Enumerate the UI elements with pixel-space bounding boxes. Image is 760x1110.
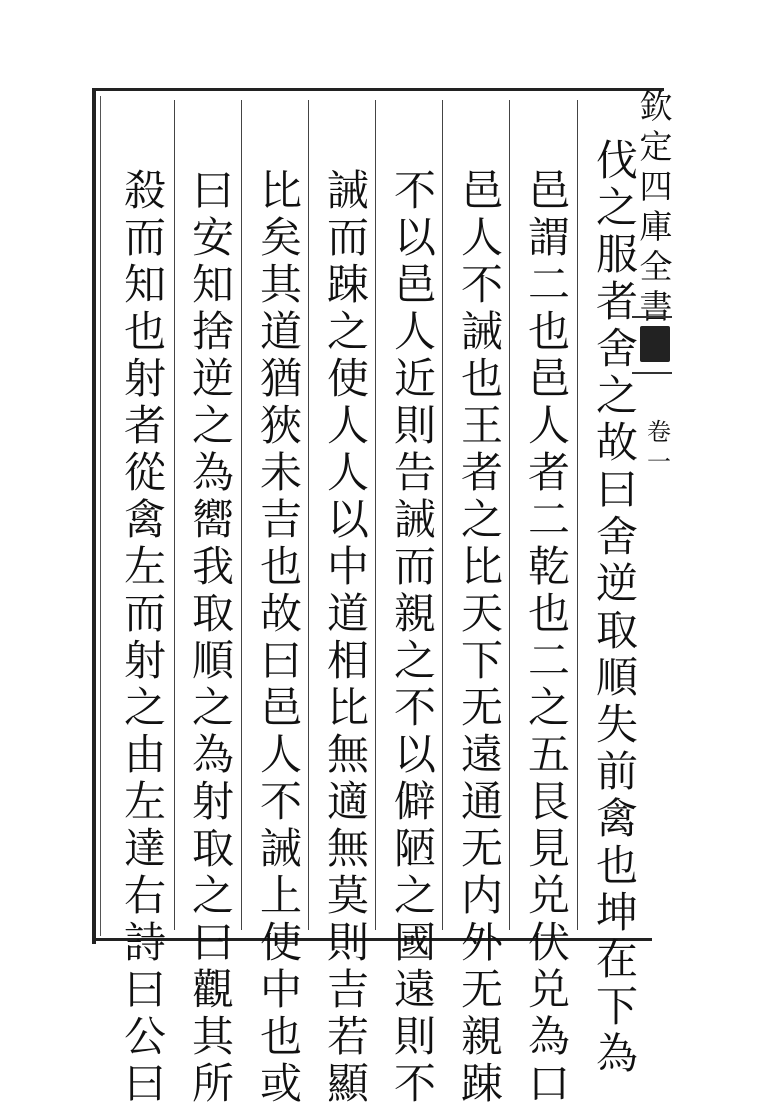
glyph: 五 [527, 730, 570, 779]
glyph: 曰 [595, 465, 638, 514]
glyph: 由 [123, 730, 166, 779]
glyph: 不 [393, 683, 436, 732]
glyph: 不 [393, 1059, 436, 1108]
glyph: 則 [326, 918, 369, 967]
column-divider [308, 100, 309, 930]
glyph: 安 [191, 213, 234, 262]
glyph: 比 [460, 542, 503, 591]
text-column [317, 166, 379, 1110]
glyph: 則 [393, 1012, 436, 1061]
glyph: 而 [393, 542, 436, 591]
glyph: 曰 [123, 965, 166, 1014]
glyph: 使 [326, 354, 369, 403]
glyph: 邑 [460, 166, 503, 215]
glyph: 射 [123, 636, 166, 685]
glyph: 誡 [259, 824, 302, 873]
glyph: 卷 [647, 418, 671, 446]
glyph: 殺 [123, 166, 166, 215]
glyph: 艮 [527, 777, 570, 826]
glyph: 外 [460, 918, 503, 967]
glyph: 无 [460, 683, 503, 732]
glyph: 莫 [326, 871, 369, 920]
glyph: 上 [259, 871, 302, 920]
text-column [384, 166, 446, 1110]
glyph: 為 [595, 1029, 638, 1078]
glyph: 其 [191, 1012, 234, 1061]
glyph: 未 [259, 448, 302, 497]
glyph: 矣 [259, 213, 302, 262]
glyph: 之 [460, 495, 503, 544]
glyph: 詩 [123, 918, 166, 967]
glyph: 曰 [123, 1059, 166, 1108]
glyph: 取 [191, 824, 234, 873]
glyph: 前 [595, 747, 638, 796]
glyph: 人 [393, 307, 436, 356]
glyph: 使 [259, 918, 302, 967]
glyph: 左 [123, 777, 166, 826]
glyph: 親 [393, 589, 436, 638]
glyph: 比 [259, 166, 302, 215]
glyph: 兑 [527, 965, 570, 1014]
glyph: 禽 [595, 794, 638, 843]
glyph: 曰 [191, 166, 234, 215]
glyph: 二 [527, 636, 570, 685]
glyph: 國 [393, 918, 436, 967]
glyph: 逆 [191, 354, 234, 403]
volume-label [644, 420, 674, 480]
glyph: 之 [393, 636, 436, 685]
glyph: 踈 [326, 260, 369, 309]
glyph: 之 [191, 683, 234, 732]
glyph: 而 [123, 589, 166, 638]
glyph: 中 [259, 965, 302, 1014]
glyph: 邑 [527, 166, 570, 215]
glyph: 以 [393, 213, 436, 262]
glyph: 觀 [191, 965, 234, 1014]
frame-top-border [92, 88, 664, 91]
text-column [586, 136, 648, 1080]
glyph: 左 [123, 542, 166, 591]
column-divider [241, 100, 242, 930]
glyph: 之 [595, 183, 638, 232]
glyph: 知 [123, 260, 166, 309]
glyph: 天 [460, 589, 503, 638]
glyph: 所 [191, 1059, 234, 1108]
glyph: 知 [191, 260, 234, 309]
glyph: 吉 [259, 495, 302, 544]
glyph: 適 [326, 777, 369, 826]
glyph: 顯 [326, 1059, 369, 1108]
glyph: 之 [595, 371, 638, 420]
glyph: 曰 [191, 918, 234, 967]
glyph: 公 [123, 1012, 166, 1061]
column-divider [375, 100, 376, 930]
glyph: 猶 [259, 354, 302, 403]
glyph: 為 [191, 730, 234, 779]
glyph: 故 [259, 589, 302, 638]
glyph: 坤 [595, 888, 638, 937]
glyph: 四 [639, 167, 673, 206]
glyph: 也 [595, 841, 638, 890]
glyph: 以 [393, 730, 436, 779]
glyph: 謂 [527, 213, 570, 262]
glyph: 伐 [595, 136, 638, 185]
column-divider [509, 100, 510, 930]
glyph: 告 [393, 448, 436, 497]
glyph: 庫 [639, 207, 673, 246]
glyph: 也 [527, 589, 570, 638]
glyph: 其 [259, 260, 302, 309]
column-divider [442, 100, 443, 930]
glyph: 為 [527, 1012, 570, 1061]
glyph: 為 [191, 448, 234, 497]
glyph: 乾 [527, 542, 570, 591]
glyph: 見 [527, 824, 570, 873]
glyph: 之 [123, 683, 166, 732]
frame-left-border [92, 88, 96, 944]
column-divider [174, 100, 175, 930]
glyph: 順 [595, 653, 638, 702]
glyph: 誡 [326, 166, 369, 215]
glyph: 無 [326, 824, 369, 873]
glyph: 書 [639, 287, 673, 326]
glyph: 曰 [259, 636, 302, 685]
glyph: 口 [527, 1059, 570, 1108]
glyph: 取 [191, 589, 234, 638]
text-column [518, 166, 580, 1110]
glyph: 人 [460, 213, 503, 262]
glyph: 也 [460, 354, 503, 403]
text-column [250, 166, 312, 1110]
glyph: 狹 [259, 401, 302, 450]
glyph: 僻 [393, 777, 436, 826]
glyph: 也 [259, 542, 302, 591]
glyph: 之 [527, 683, 570, 732]
glyph: 達 [123, 824, 166, 873]
glyph: 則 [393, 401, 436, 450]
glyph: 捨 [191, 307, 234, 356]
glyph: 射 [123, 354, 166, 403]
glyph: 舍 [595, 512, 638, 561]
glyph: 近 [393, 354, 436, 403]
glyph: 无 [460, 824, 503, 873]
glyph: 一 [647, 448, 671, 476]
glyph: 不 [259, 777, 302, 826]
glyph: 陋 [393, 824, 436, 873]
text-column [114, 166, 176, 1110]
glyph: 或 [259, 1059, 302, 1108]
glyph: 之 [393, 871, 436, 920]
glyph: 通 [460, 777, 503, 826]
glyph: 故 [595, 418, 638, 467]
glyph: 定 [639, 127, 673, 166]
glyph: 若 [326, 1012, 369, 1061]
glyph: 射 [191, 777, 234, 826]
glyph: 之 [326, 307, 369, 356]
glyph: 遠 [393, 965, 436, 1014]
glyph: 比 [326, 683, 369, 732]
glyph: 欽 [639, 87, 673, 126]
glyph: 相 [326, 636, 369, 685]
glyph: 禽 [123, 495, 166, 544]
glyph: 我 [191, 542, 234, 591]
text-column [182, 166, 244, 1110]
glyph: 者 [595, 277, 638, 326]
glyph: 嚮 [191, 495, 234, 544]
glyph: 也 [259, 1012, 302, 1061]
glyph: 在 [595, 935, 638, 984]
glyph: 人 [259, 730, 302, 779]
glyph: 服 [595, 230, 638, 279]
glyph: 全 [639, 247, 673, 286]
glyph: 邑 [393, 260, 436, 309]
glyph: 遠 [460, 730, 503, 779]
glyph: 親 [460, 1012, 503, 1061]
glyph: 道 [259, 307, 302, 356]
glyph: 逆 [595, 559, 638, 608]
glyph: 之 [191, 401, 234, 450]
glyph: 人 [326, 401, 369, 450]
glyph: 不 [460, 260, 503, 309]
glyph: 舍 [595, 324, 638, 373]
glyph: 王 [460, 401, 503, 450]
glyph: 誡 [393, 495, 436, 544]
glyph: 從 [123, 448, 166, 497]
glyph: 之 [191, 871, 234, 920]
glyph: 者 [123, 401, 166, 450]
glyph: 内 [460, 871, 503, 920]
glyph: 無 [326, 730, 369, 779]
glyph: 二 [527, 260, 570, 309]
glyph: 无 [460, 965, 503, 1014]
glyph: 下 [595, 982, 638, 1031]
glyph: 者 [460, 448, 503, 497]
glyph: 吉 [326, 965, 369, 1014]
glyph: 誡 [460, 307, 503, 356]
text-column [451, 166, 513, 1110]
glyph: 中 [326, 542, 369, 591]
glyph: 兑 [527, 871, 570, 920]
glyph: 踈 [460, 1059, 503, 1108]
glyph: 而 [123, 213, 166, 262]
glyph: 二 [527, 495, 570, 544]
glyph: 也 [123, 307, 166, 356]
glyph: 者 [527, 448, 570, 497]
glyph: 而 [326, 213, 369, 262]
glyph: 人 [527, 401, 570, 450]
glyph: 也 [527, 307, 570, 356]
glyph: 道 [326, 589, 369, 638]
glyph: 不 [393, 166, 436, 215]
glyph: 伏 [527, 918, 570, 967]
glyph: 右 [123, 871, 166, 920]
glyph: 邑 [259, 683, 302, 732]
glyph: 下 [460, 636, 503, 685]
glyph: 取 [595, 606, 638, 655]
frame-inner-left-border [100, 96, 101, 936]
glyph: 人 [326, 448, 369, 497]
column-divider [577, 100, 578, 930]
glyph: 邑 [527, 354, 570, 403]
glyph: 以 [326, 495, 369, 544]
glyph: 順 [191, 636, 234, 685]
glyph: 失 [595, 700, 638, 749]
